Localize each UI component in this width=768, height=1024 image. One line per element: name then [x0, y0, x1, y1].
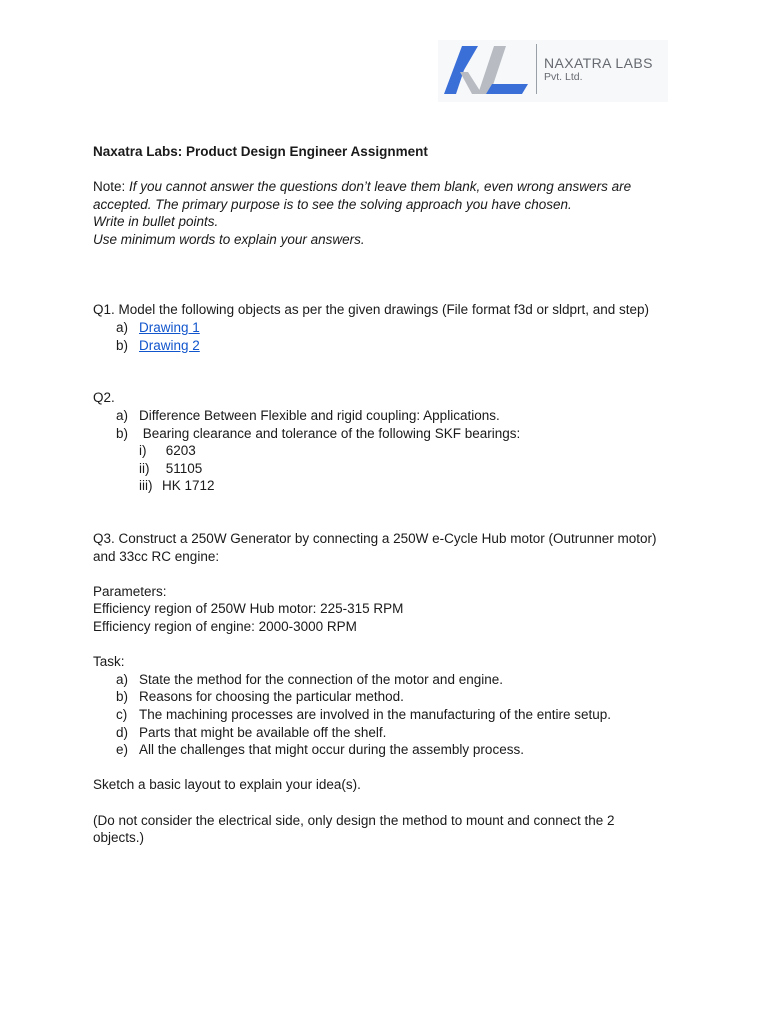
- bearing-hk1712: HK 1712: [162, 478, 215, 494]
- q3-text: Q3. Construct a 250W Generator by connecting a 250W e-Cycle Hub motor (Outrunner motor) and 33cc RC engine:: [93, 531, 657, 564]
- list-item: [93, 460, 668, 478]
- list-marker: c): [116, 707, 128, 723]
- list-marker: b): [116, 425, 129, 441]
- logo-divider: [536, 44, 537, 94]
- q1-text: Q1. Model the following objects as per the given drawings (File format f3d or sldprt, and step): [93, 302, 650, 318]
- param-hub-motor: Efficiency region of 250W Hub motor: 225-315 RPM: [93, 601, 404, 617]
- q1-list: [93, 319, 668, 354]
- list-item-text: Bearing clearance and tolerance of the following SKF bearings:: [139, 425, 521, 441]
- drawing-1-link[interactable]: Drawing 1: [139, 319, 200, 335]
- list-item: [93, 741, 668, 759]
- q2-list: [93, 407, 668, 442]
- list-item: [93, 688, 668, 706]
- list-marker: b): [116, 689, 129, 705]
- list-marker: b): [116, 337, 129, 353]
- list-item: [93, 724, 668, 742]
- list-marker: a): [116, 407, 129, 423]
- logo-subtitle: Pvt. Ltd.: [544, 71, 583, 83]
- bearing-list: [93, 442, 668, 495]
- company-logo: [438, 40, 668, 102]
- parameters-label: Parameters:: [93, 583, 167, 599]
- list-item: [93, 671, 668, 689]
- param-engine: Efficiency region of engine: 2000-3000 RPM: [93, 619, 357, 635]
- task-list: [93, 671, 668, 759]
- drawing-2-link[interactable]: Drawing 2: [139, 337, 200, 353]
- naxatra-logo-mark-icon: [442, 42, 534, 96]
- task-label: Task:: [93, 654, 125, 670]
- list-item-text: The machining processes are involved in the manufacturing of the entire setup.: [139, 707, 612, 723]
- bearing-6203: 6203: [162, 443, 196, 459]
- list-marker: i): [139, 443, 147, 459]
- note-label: Note:: [93, 179, 130, 195]
- list-item: [93, 407, 668, 425]
- list-marker: ii): [139, 460, 150, 476]
- list-item-text: Parts that might be available off the shelf.: [139, 724, 387, 740]
- note-minimum-words: Use minimum words to explain your answers.: [93, 231, 365, 247]
- note-bullets: Write in bullet points.: [93, 214, 219, 230]
- list-item-text: All the challenges that might occur during the assembly process.: [139, 742, 524, 758]
- list-item-text: Difference Between Flexible and rigid coupling: Applications.: [139, 407, 500, 423]
- list-marker: a): [116, 671, 129, 687]
- electrical-footnote: (Do not consider the electrical side, only design the method to mount and connect the 2 objects.): [93, 812, 615, 846]
- note-text: If you cannot answer the questions don’t leave them blank, even wrong answers are accepted. The primary purpose is to see the solving approach you have chosen.: [93, 179, 632, 212]
- note-paragraph: [93, 178, 668, 213]
- q2-text: Q2.: [93, 390, 115, 406]
- document-body: [93, 143, 668, 847]
- list-item: [93, 337, 668, 355]
- list-item-text: State the method for the connection of the motor and engine.: [139, 671, 503, 687]
- bearing-51105: 51105: [162, 460, 203, 476]
- page-title: Naxatra Labs: Product Design Engineer Assignment: [93, 144, 428, 159]
- list-marker: d): [116, 724, 129, 740]
- list-marker: a): [116, 319, 129, 335]
- list-item: [93, 477, 668, 495]
- list-item: [93, 442, 668, 460]
- list-item: [93, 425, 668, 443]
- logo-brand-text: NAXATRA LABS: [544, 55, 653, 71]
- sketch-instruction: Sketch a basic layout to explain your idea(s).: [93, 777, 361, 793]
- list-marker: e): [116, 742, 129, 758]
- list-item: [93, 319, 668, 337]
- list-item-text: Reasons for choosing the particular method.: [139, 689, 404, 705]
- list-item: [93, 706, 668, 724]
- list-marker: iii): [139, 478, 153, 494]
